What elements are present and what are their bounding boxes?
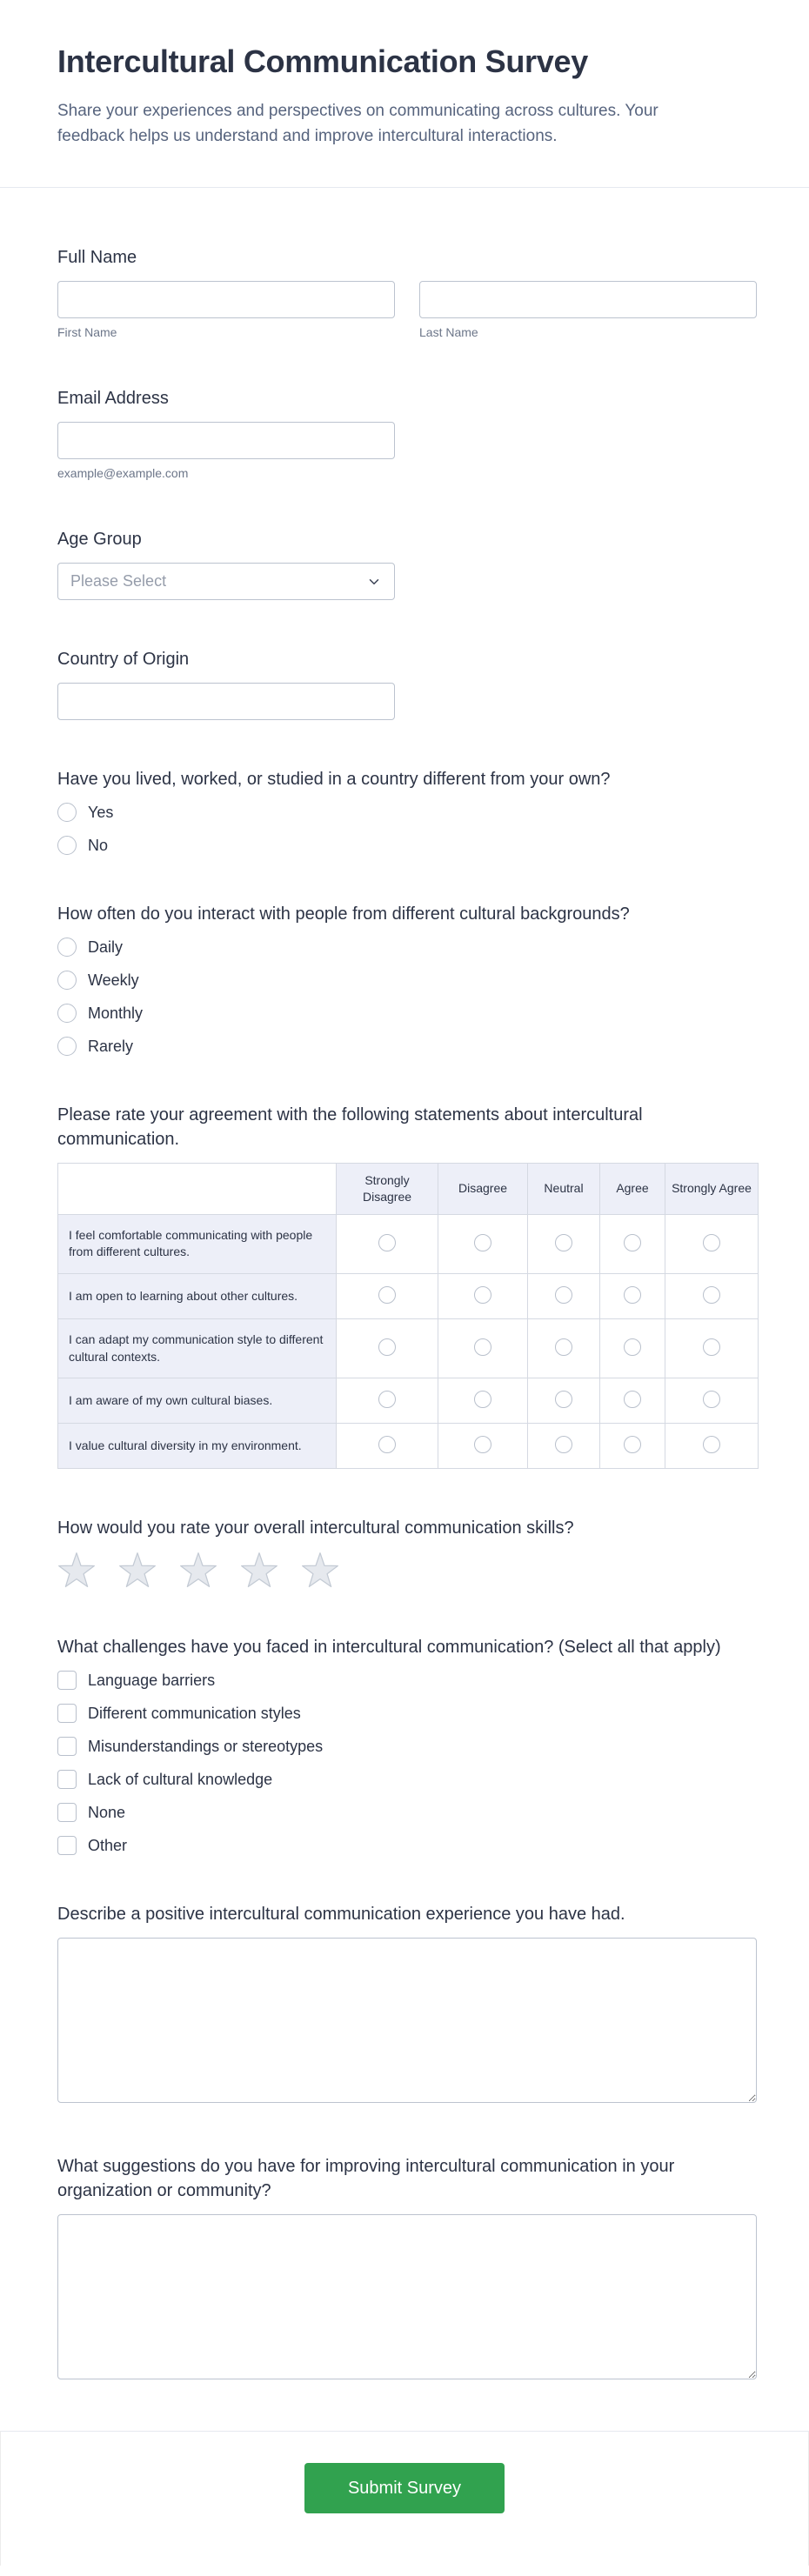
first-name-input[interactable] bbox=[57, 281, 395, 318]
option-label: Misunderstandings or stereotypes bbox=[88, 1737, 324, 1755]
positive-experience-textarea[interactable] bbox=[57, 1938, 757, 2103]
star-5[interactable] bbox=[301, 1552, 339, 1588]
radio-icon bbox=[703, 1338, 720, 1356]
matrix-row-label: I value cultural diversity in my environment. bbox=[58, 1424, 337, 1469]
submit-button[interactable]: Submit Survey bbox=[304, 2463, 505, 2513]
matrix-header-row bbox=[58, 1164, 759, 1215]
matrix-row-label: I can adapt my communication style to different cultural contexts. bbox=[58, 1318, 337, 1378]
radio-icon bbox=[378, 1286, 396, 1304]
radio-option-yes[interactable] bbox=[57, 803, 113, 822]
matrix-radio-cell[interactable] bbox=[337, 1424, 438, 1469]
radio-icon bbox=[57, 1037, 77, 1056]
matrix-row-1 bbox=[58, 1214, 759, 1273]
question-interaction-frequency bbox=[57, 902, 757, 1056]
option-label: Weekly bbox=[88, 971, 139, 989]
star-2[interactable] bbox=[118, 1552, 157, 1588]
last-name-col bbox=[419, 281, 757, 339]
radio-icon bbox=[474, 1234, 491, 1251]
form-subtitle: Share your experiences and perspectives on communicating across cultures. Your feedback helps us understand and improve intercultural interactions. bbox=[57, 102, 659, 145]
radio-icon bbox=[555, 1391, 572, 1408]
checkbox-icon bbox=[57, 1671, 77, 1690]
matrix-radio-cell[interactable] bbox=[337, 1318, 438, 1378]
option-label: Rarely bbox=[88, 1037, 134, 1055]
radio-icon bbox=[555, 1436, 572, 1453]
matrix-radio-cell[interactable] bbox=[528, 1424, 600, 1469]
matrix-radio-cell[interactable] bbox=[528, 1318, 600, 1378]
challenges-label: What challenges have you faced in intercultural communication? (Select all that apply) bbox=[57, 1638, 721, 1658]
positive-experience-label: Describe a positive intercultural communication experience you have had. bbox=[57, 1905, 625, 1925]
matrix-radio-cell[interactable] bbox=[337, 1273, 438, 1318]
option-label: No bbox=[88, 836, 109, 854]
radio-icon bbox=[703, 1286, 720, 1304]
matrix-row-label: I feel comfortable communicating with people from different cultures. bbox=[58, 1214, 337, 1273]
checkbox-option-language-barriers[interactable] bbox=[57, 1671, 215, 1690]
option-label: Monthly bbox=[88, 1004, 144, 1022]
matrix-row-5 bbox=[58, 1424, 759, 1469]
checkbox-option-lack-of-knowledge[interactable] bbox=[57, 1770, 272, 1789]
matrix-row-3 bbox=[58, 1318, 759, 1378]
checkbox-option-misunderstandings[interactable] bbox=[57, 1737, 323, 1756]
star-4[interactable] bbox=[240, 1552, 278, 1588]
matrix-radio-cell[interactable] bbox=[665, 1273, 759, 1318]
checkbox-icon bbox=[57, 1737, 77, 1756]
matrix-radio-cell[interactable] bbox=[337, 1214, 438, 1273]
radio-option-rarely[interactable] bbox=[57, 1037, 133, 1056]
question-email bbox=[57, 386, 757, 480]
chevron-down-icon bbox=[366, 574, 382, 590]
matrix-radio-cell[interactable] bbox=[528, 1214, 600, 1273]
radio-icon bbox=[624, 1436, 641, 1453]
radio-icon bbox=[57, 836, 77, 855]
radio-icon bbox=[624, 1391, 641, 1408]
star-rating bbox=[57, 1552, 757, 1588]
option-label: Different communication styles bbox=[88, 1704, 301, 1722]
email-sublabel: example@example.com bbox=[57, 466, 189, 480]
option-label: Other bbox=[88, 1836, 128, 1854]
matrix-row-label: I am open to learning about other cultures. bbox=[58, 1273, 337, 1318]
radio-icon bbox=[378, 1391, 396, 1408]
matrix-radio-cell[interactable] bbox=[438, 1273, 528, 1318]
full-name-row bbox=[57, 281, 757, 339]
matrix-radio-cell[interactable] bbox=[438, 1214, 528, 1273]
checkbox-option-none[interactable] bbox=[57, 1803, 125, 1822]
lived-abroad-label: Have you lived, worked, or studied in a country different from your own? bbox=[57, 770, 611, 789]
radio-icon bbox=[703, 1436, 720, 1453]
matrix-col-disagree: Disagree bbox=[438, 1164, 528, 1215]
star-1[interactable] bbox=[57, 1552, 96, 1588]
matrix-col-neutral: Neutral bbox=[528, 1164, 600, 1215]
radio-icon bbox=[555, 1338, 572, 1356]
agreement-matrix-label: Please rate your agreement with the following statements about intercultural communication. bbox=[57, 1105, 643, 1149]
option-label: Daily bbox=[88, 938, 124, 956]
star-icon bbox=[240, 1552, 278, 1588]
radio-icon bbox=[555, 1234, 572, 1251]
question-country bbox=[57, 647, 757, 720]
radio-icon bbox=[57, 1004, 77, 1023]
checkbox-icon bbox=[57, 1836, 77, 1855]
radio-icon bbox=[474, 1286, 491, 1304]
radio-option-weekly[interactable] bbox=[57, 971, 139, 990]
matrix-radio-cell[interactable] bbox=[438, 1318, 528, 1378]
radio-icon bbox=[624, 1338, 641, 1356]
matrix-radio-cell[interactable] bbox=[600, 1424, 665, 1469]
matrix-radio-cell[interactable] bbox=[438, 1378, 528, 1424]
first-name-sublabel: First Name bbox=[57, 325, 117, 339]
question-agreement-matrix bbox=[57, 1103, 757, 1469]
matrix-corner-cell bbox=[58, 1164, 337, 1215]
radio-icon bbox=[474, 1338, 491, 1356]
form-body bbox=[0, 188, 809, 2384]
star-3[interactable] bbox=[179, 1552, 217, 1588]
radio-option-no[interactable] bbox=[57, 836, 108, 855]
country-input[interactable] bbox=[57, 683, 395, 720]
age-group-select[interactable] bbox=[57, 563, 395, 600]
matrix-col-strongly-disagree: Strongly Disagree bbox=[337, 1164, 438, 1215]
matrix-radio-cell[interactable] bbox=[665, 1424, 759, 1469]
suggestions-textarea[interactable] bbox=[57, 2214, 757, 2379]
checkbox-option-other[interactable] bbox=[57, 1836, 127, 1855]
option-label: Yes bbox=[88, 803, 114, 821]
email-input[interactable] bbox=[57, 422, 395, 459]
page-title: Intercultural Communication Survey bbox=[57, 43, 588, 79]
radio-icon bbox=[703, 1391, 720, 1408]
star-icon bbox=[57, 1552, 96, 1588]
question-positive-experience bbox=[57, 1902, 757, 2107]
skills-rating-label: How would you rate your overall intercultural communication skills? bbox=[57, 1518, 574, 1538]
option-label: Lack of cultural knowledge bbox=[88, 1770, 273, 1788]
checkbox-icon bbox=[57, 1704, 77, 1723]
matrix-radio-cell[interactable] bbox=[600, 1214, 665, 1273]
radio-icon bbox=[378, 1436, 396, 1453]
question-skills-rating bbox=[57, 1516, 757, 1588]
age-group-selected-value: Please Select bbox=[70, 572, 167, 590]
checkbox-icon bbox=[57, 1770, 77, 1789]
radio-option-monthly[interactable] bbox=[57, 1004, 143, 1023]
radio-icon bbox=[57, 803, 77, 822]
first-name-col bbox=[57, 281, 395, 339]
matrix-row-4 bbox=[58, 1378, 759, 1424]
option-label: None bbox=[88, 1803, 126, 1821]
matrix-radio-cell[interactable] bbox=[528, 1378, 600, 1424]
matrix-radio-cell[interactable] bbox=[337, 1378, 438, 1424]
full-name-label: Full Name bbox=[57, 248, 137, 267]
question-lived-abroad bbox=[57, 767, 757, 855]
radio-icon bbox=[555, 1286, 572, 1304]
matrix-col-agree: Agree bbox=[600, 1164, 665, 1215]
matrix-radio-cell[interactable] bbox=[528, 1273, 600, 1318]
radio-icon bbox=[474, 1391, 491, 1408]
question-age-group bbox=[57, 527, 757, 600]
last-name-input[interactable] bbox=[419, 281, 757, 318]
radio-icon bbox=[378, 1234, 396, 1251]
matrix-col-strongly-agree: Strongly Agree bbox=[665, 1164, 759, 1215]
radio-icon bbox=[57, 971, 77, 990]
last-name-sublabel: Last Name bbox=[419, 325, 478, 339]
interaction-frequency-label: How often do you interact with people from different cultural backgrounds? bbox=[57, 904, 630, 924]
checkbox-option-communication-styles[interactable] bbox=[57, 1704, 301, 1723]
radio-option-daily[interactable] bbox=[57, 938, 123, 957]
age-group-label: Age Group bbox=[57, 530, 142, 549]
radio-icon bbox=[703, 1234, 720, 1251]
radio-icon bbox=[624, 1234, 641, 1251]
suggestions-label: What suggestions do you have for improving intercultural communication in your organization or community? bbox=[57, 2157, 675, 2201]
matrix-radio-cell[interactable] bbox=[665, 1318, 759, 1378]
country-label: Country of Origin bbox=[57, 650, 190, 669]
radio-icon bbox=[57, 938, 77, 957]
form-header bbox=[0, 0, 809, 187]
question-challenges bbox=[57, 1635, 757, 1855]
matrix-radio-cell[interactable] bbox=[438, 1424, 528, 1469]
matrix-radio-cell[interactable] bbox=[665, 1378, 759, 1424]
matrix-radio-cell[interactable] bbox=[665, 1214, 759, 1273]
star-icon bbox=[301, 1552, 339, 1588]
matrix-row-label: I am aware of my own cultural biases. bbox=[58, 1378, 337, 1424]
agreement-matrix-table bbox=[57, 1163, 759, 1469]
matrix-radio-cell[interactable] bbox=[600, 1378, 665, 1424]
matrix-radio-cell[interactable] bbox=[600, 1273, 665, 1318]
matrix-row-2 bbox=[58, 1273, 759, 1318]
radio-icon bbox=[624, 1286, 641, 1304]
star-icon bbox=[179, 1552, 217, 1588]
question-full-name bbox=[57, 245, 757, 339]
star-icon bbox=[118, 1552, 157, 1588]
matrix-radio-cell[interactable] bbox=[600, 1318, 665, 1378]
email-label: Email Address bbox=[57, 389, 169, 408]
form-footer bbox=[0, 2431, 809, 2566]
question-suggestions bbox=[57, 2154, 757, 2384]
radio-icon bbox=[378, 1338, 396, 1356]
option-label: Language barriers bbox=[88, 1671, 216, 1689]
radio-icon bbox=[474, 1436, 491, 1453]
checkbox-icon bbox=[57, 1803, 77, 1822]
